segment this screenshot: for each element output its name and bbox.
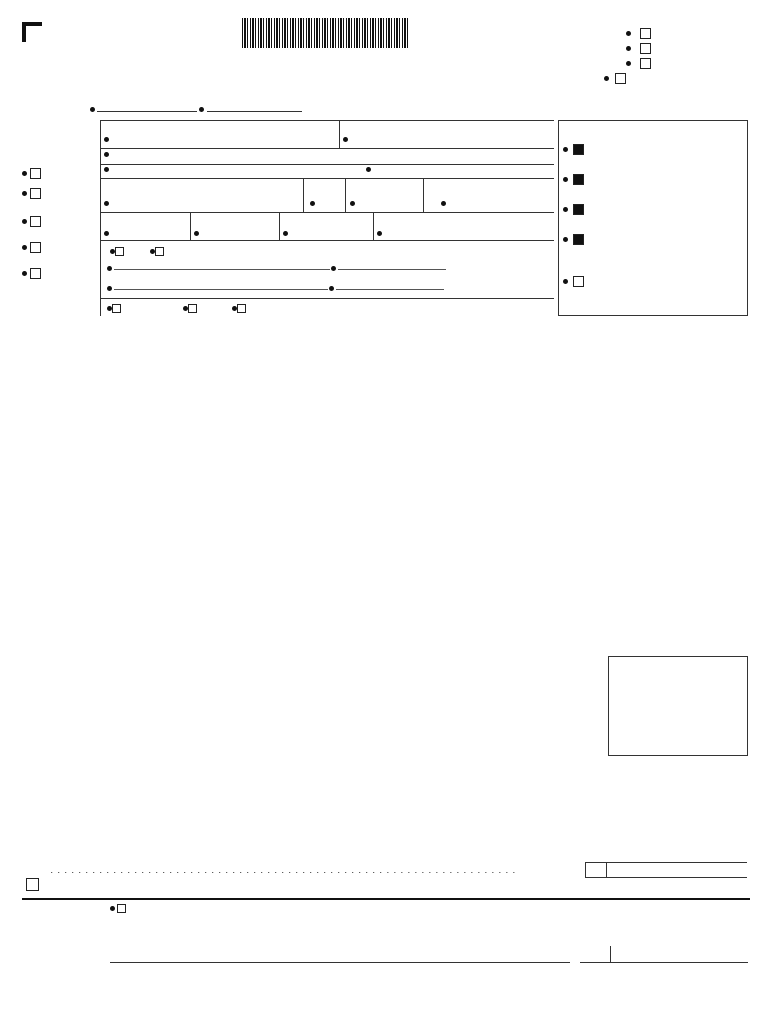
state-field[interactable] xyxy=(310,198,315,208)
id-grid xyxy=(100,120,553,316)
schedule-fti-box[interactable] xyxy=(237,304,246,313)
sign-divider xyxy=(22,898,750,900)
federal-parent-row[interactable] xyxy=(107,266,446,272)
country-field[interactable] xyxy=(350,198,355,208)
electronic-payment[interactable] xyxy=(26,878,39,891)
line-22: . . . . . . . . . . . . . . . . . . . . . . . . . . . . . . . . . . . . . . . . . . . . . . . . . . . . . . . . . . . . . . . . . . . xyxy=(50,865,517,875)
year-option-cy[interactable] xyxy=(604,26,674,41)
line-22-value[interactable] xyxy=(607,862,747,878)
check-pl86272[interactable] xyxy=(22,168,41,179)
fbc-field[interactable] xyxy=(104,134,109,144)
sign-date-sep xyxy=(610,946,611,962)
reit-box[interactable] xyxy=(112,304,121,313)
state-inc-field[interactable] xyxy=(104,228,109,238)
date-qual-field[interactable] xyxy=(283,228,288,238)
line-22-box xyxy=(585,862,607,878)
name-label[interactable] xyxy=(104,152,109,158)
signature-line xyxy=(110,962,570,963)
year-option-sy[interactable] xyxy=(604,56,674,71)
beginning-field[interactable] xyxy=(97,111,197,112)
city-field[interactable] xyxy=(104,198,109,208)
consolidated-alabama-box[interactable] xyxy=(155,247,164,256)
barcode xyxy=(242,18,410,48)
fein-field[interactable] xyxy=(343,134,348,144)
suite-label[interactable] xyxy=(366,167,371,173)
year-options xyxy=(604,26,674,86)
attachments-row xyxy=(107,304,250,313)
check-initial[interactable] xyxy=(22,188,81,199)
year-option-wk[interactable] xyxy=(604,71,674,86)
files-as-row xyxy=(104,247,168,256)
al-attached-box[interactable] xyxy=(188,304,197,313)
alabama-parent-row[interactable] xyxy=(107,286,444,292)
year-option-fy[interactable] xyxy=(604,41,674,56)
authorize-row[interactable] xyxy=(110,904,740,913)
zip-field[interactable] xyxy=(441,198,446,208)
filing-status xyxy=(558,120,748,316)
address-label[interactable] xyxy=(104,167,109,173)
check-federal-audit[interactable] xyxy=(22,268,81,279)
ending-field[interactable] xyxy=(207,111,302,112)
date-inc-field[interactable] xyxy=(194,228,199,238)
corner-mark xyxy=(22,22,42,42)
phone-line xyxy=(580,962,748,963)
check-amended[interactable] xyxy=(22,242,85,253)
check-final[interactable] xyxy=(22,216,81,227)
federal-return-warning xyxy=(608,656,748,756)
tax-year-line xyxy=(90,104,302,114)
consolidated-federal-box[interactable] xyxy=(115,247,124,256)
nature-field[interactable] xyxy=(377,228,382,238)
